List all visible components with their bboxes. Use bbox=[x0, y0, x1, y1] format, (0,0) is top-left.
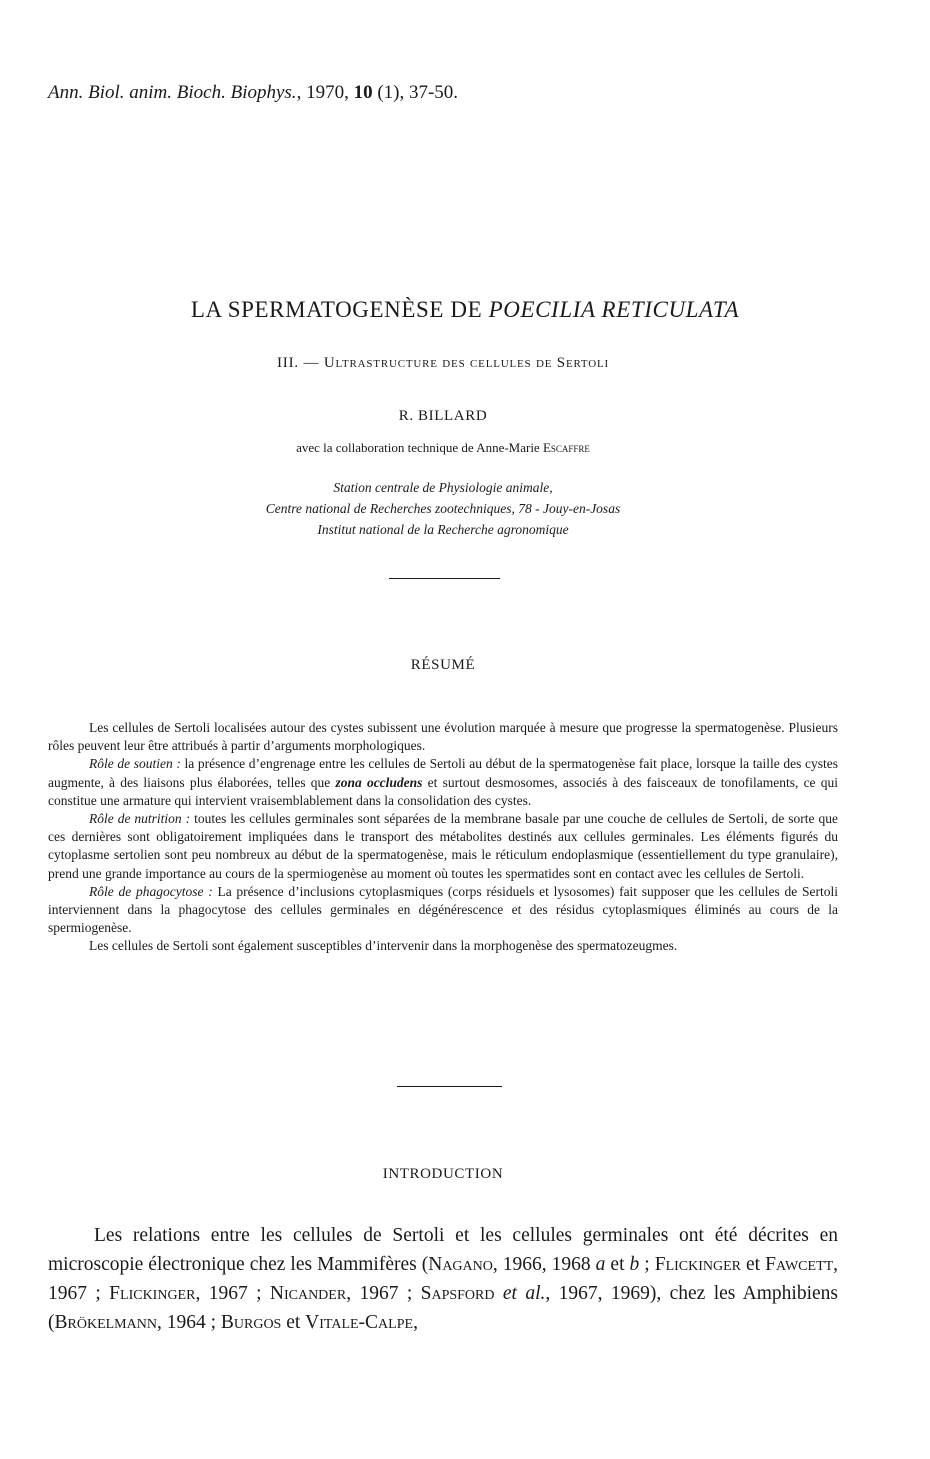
ref-author: Flickinger bbox=[109, 1283, 196, 1304]
author-name: R. BILLARD bbox=[398, 408, 488, 424]
intro-ref-suffix: b bbox=[629, 1254, 640, 1275]
abstract-paragraph-4 bbox=[48, 883, 838, 938]
introduction-body bbox=[48, 1221, 838, 1337]
ref-author: Sapsford bbox=[420, 1283, 495, 1304]
affiliation-line-2: Centre national de Recherches zootechniques, 78 - Jouy-en-Josas bbox=[265, 501, 621, 516]
et-al: et al. bbox=[502, 1283, 546, 1304]
intro-text: , 1967 ; bbox=[195, 1283, 270, 1304]
intro-text: , 1967, 1969), chez les Amphibiens ( bbox=[48, 1283, 839, 1333]
ref-author: Nicander bbox=[269, 1283, 347, 1304]
ref-author: Nagano bbox=[428, 1254, 493, 1275]
intro-text: , 1966, 1968 bbox=[492, 1254, 596, 1275]
abstract-paragraph-5: Les cellules de Sertoli sont également susceptibles d’intervenir dans la morphogenèse des spermatozeugmes. bbox=[89, 938, 678, 954]
affiliation-line-1: Station centrale de Physiologie animale, bbox=[333, 480, 553, 495]
intro-text: et bbox=[281, 1312, 306, 1333]
abstract-paragraph-1: Les cellules de Sertoli localisées autour des cystes subissent une évolution marquée à mesure que progresse la spermatogenèse. Plusieurs rôles peuvent leur être attribués à partir d’arguments morphologiques. bbox=[48, 720, 838, 754]
introduction-paragraph bbox=[48, 1221, 838, 1337]
role-support-label: Rôle de soutien : bbox=[89, 756, 181, 772]
intro-text: , bbox=[413, 1312, 418, 1333]
ref-author: Flickinger bbox=[654, 1254, 742, 1275]
header-divider bbox=[389, 578, 500, 579]
citation-pages: (1), 37-50. bbox=[372, 82, 459, 103]
title-prefix: LA SPERMATOGENÈSE DE bbox=[190, 297, 489, 322]
intro-text: et bbox=[741, 1254, 766, 1275]
article-subtitle bbox=[0, 355, 886, 372]
abstract-divider bbox=[397, 1086, 502, 1087]
abstract-body bbox=[48, 719, 838, 956]
intro-text: ; bbox=[639, 1254, 655, 1275]
intro-text: , 1967 ; bbox=[346, 1283, 421, 1304]
title-species: POECILIA RETICULATA bbox=[488, 297, 740, 322]
journal-name: Ann. Biol. anim. Bioch. Biophys. bbox=[48, 82, 297, 103]
intro-text: , 1964 ; bbox=[156, 1312, 221, 1333]
intro-text: et bbox=[605, 1254, 630, 1275]
abstract-paragraph-3 bbox=[48, 810, 838, 883]
ref-author: Fawcett bbox=[765, 1254, 834, 1275]
collaboration-line bbox=[0, 440, 886, 456]
abstract-paragraph-3-text: toutes les cellules germinales sont séparées de la membrane basale par une couche de cellules de Sertoli, de sorte que ces dernières sont obligatoirement impliquées dans le transport des métabolites destinés aux cellules germinales. Les éléments figurés du cytoplasme sertolien sont peu nombreux au début de la spermatogenèse, mais le réticulum endoplasmique (essentiellement du type granulaire), prend une grande importance au cours de la spermiogenèse au moment où toutes les spermatides sont en contact avec les cellules de Sertoli. bbox=[48, 811, 838, 881]
intro-text bbox=[494, 1283, 502, 1304]
role-nutrition-label: Rôle de nutrition : bbox=[89, 811, 191, 827]
affiliation-line-3: Institut national de la Recherche agronomique bbox=[317, 522, 569, 537]
citation-volume: 10 bbox=[353, 82, 373, 103]
role-phagocytosis-label: Rôle de phagocytose : bbox=[89, 883, 213, 899]
ref-author: Vitale-Calpe bbox=[305, 1312, 414, 1333]
zona-occludens-term: zona occludens bbox=[335, 774, 423, 790]
collaborator-name: Escaffre bbox=[542, 440, 590, 455]
ref-author: Burgos bbox=[220, 1312, 282, 1333]
subtitle-number: III. — bbox=[277, 355, 324, 371]
abstract-paragraph-4-text: La présence d’inclusions cytoplasmiques (corps résiduels et lysosomes) fait supposer que les cellules de Sertoli interviennent dans la phagocytose des cellules germinales en dégénérescence et des résidus cytoplasmiques éliminés au cours de la spermiogenèse. bbox=[48, 883, 838, 936]
abstract-paragraph-2 bbox=[48, 755, 838, 810]
collaboration-prefix: avec la collaboration technique de Anne-Marie bbox=[296, 440, 543, 455]
intro-text: Les relations entre les cellules de Sertoli et les cellules germinales ont été décrites en microscopie électronique chez les Mammifères ( bbox=[48, 1225, 838, 1275]
abstract-paragraph-2-text-b: et surtout desmosomes, associés à des faisceaux de tonofilaments, ce qui constitue une armature qui intervient vraisemblablement dans la consolidation des cystes. bbox=[48, 774, 838, 808]
intro-ref-suffix: a bbox=[595, 1254, 606, 1275]
ref-author: Brökelmann bbox=[54, 1312, 157, 1333]
intro-text: , 1967 ; bbox=[48, 1254, 839, 1304]
journal-citation bbox=[48, 82, 458, 104]
abstract-heading: RÉSUMÉ bbox=[410, 657, 476, 673]
subtitle-text: Ultrastructure des cellules de Sertoli bbox=[323, 355, 609, 371]
article-title bbox=[0, 297, 930, 323]
abstract-paragraph-2-text-a: la présence d’engrenage entre les cellules de Sertoli au début de la spermatogenèse fait place, lorsque la taille des cystes augmente, à des liaisons plus élaborées, telles que bbox=[48, 756, 838, 790]
introduction-heading: INTRODUCTION bbox=[382, 1166, 504, 1182]
citation-year: , 1970, bbox=[296, 82, 354, 103]
